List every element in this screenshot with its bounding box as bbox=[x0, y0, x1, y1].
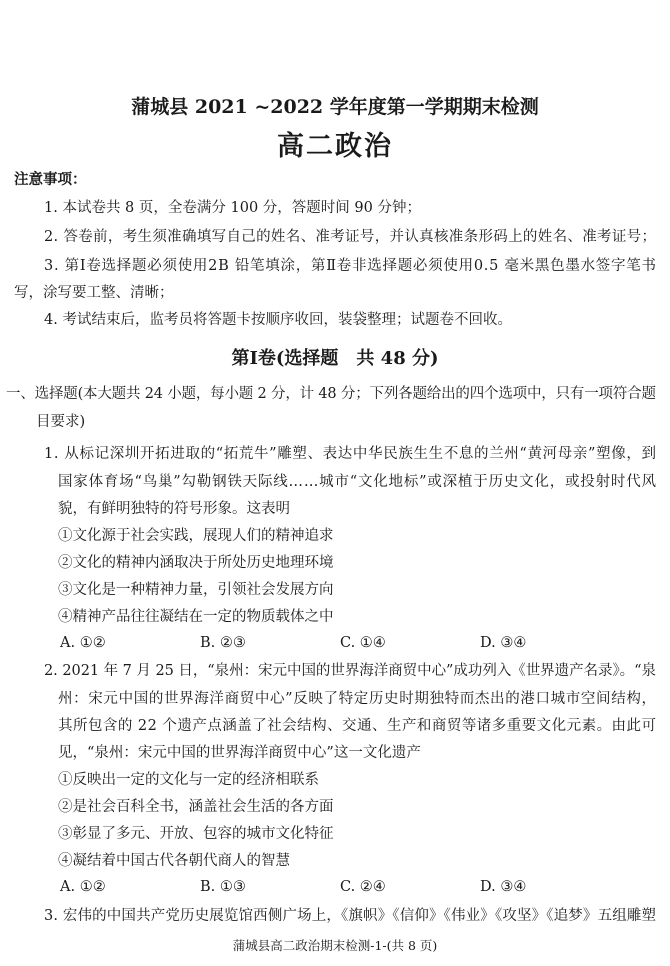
option-b[interactable]: B. ①③ bbox=[200, 879, 246, 895]
statement: ①反映出一定的文化与一定的经济相联系 bbox=[58, 772, 319, 788]
statement: ①文化源于社会实践，展现人们的精神追求 bbox=[58, 528, 334, 544]
notice-item: 4. 考试结束后，监考员将答题卡按顺序收回，装袋整理；试题卷不回收。 bbox=[44, 312, 512, 328]
question-3-stem: 3. 宏伟的中国共产党历史展览馆西侧广场上，《旗帜》《信仰》《伟业》《攻坚》《追梦》五组雕塑 bbox=[44, 908, 657, 924]
question-2-stem: 2. 2021 年 7 月 25 日，“泉州：宋元中国的世界海洋商贸中心”成功列入《世界遗产名录》。“泉 bbox=[44, 663, 656, 679]
part-intro: 一、选择题(本大题共 24 小题，每小题 2 分，计 48 分；下列各题给出的四个选项中，只有一项符合题 bbox=[6, 386, 656, 402]
option-c[interactable]: C. ②④ bbox=[340, 879, 386, 895]
part-intro: 目要求) bbox=[36, 414, 86, 430]
notice-item: 2. 答卷前，考生须准确填写自己的姓名、准考证号，并认真核准条形码上的姓名、准考证号； bbox=[44, 229, 657, 245]
option-d[interactable]: D. ③④ bbox=[480, 635, 527, 651]
subject-title: 高二政治 bbox=[277, 131, 393, 162]
option-d[interactable]: D. ③④ bbox=[480, 879, 527, 895]
notice-heading: 注意事项： bbox=[14, 171, 87, 188]
notice-item: 3. 第Ⅰ卷选择题必须使用2B 铅笔填涂，第Ⅱ卷非选择题必须使用0.5 毫米黑色墨水签字笔书 bbox=[44, 258, 657, 274]
option-b[interactable]: B. ②③ bbox=[200, 635, 246, 651]
notice-item: 1. 本试卷共 8 页，全卷满分 100 分，答题时间 90 分钟； bbox=[44, 200, 421, 216]
question-2-options bbox=[60, 879, 620, 895]
statement: ④精神产品往往凝结在一定的物质载体之中 bbox=[58, 609, 334, 625]
question-2-stem: 州：宋元中国的世界海洋商贸中心”反映了特定历史时期独特而杰出的港口城市空间结构， bbox=[58, 691, 657, 707]
statement: ②是社会百科全书，涵盖社会生活的各方面 bbox=[58, 799, 334, 815]
question-2-stem: 其所包含的 22 个遗产点涵盖了社会结构、交通、生产和商贸等诸多重要文化元素。由此可 bbox=[58, 718, 657, 734]
option-c[interactable]: C. ①④ bbox=[340, 635, 386, 651]
question-1-stem: 国家体育场“鸟巢”勾勒钢铁天际线……城市“文化地标”或深植于历史文化，或投射时代风 bbox=[58, 474, 657, 490]
option-a[interactable]: A. ①② bbox=[60, 879, 106, 895]
notice-item: 写，涂写要工整、清晰； bbox=[14, 285, 174, 301]
section-title: 第Ⅰ卷(选择题 共 48 分) bbox=[231, 348, 439, 369]
question-1-stem: 1. 从标记深圳开拓进取的“拓荒牛”雕塑、表达中华民族生生不息的兰州“黄河母亲”塑像，到 bbox=[44, 446, 657, 462]
page-footer: 蒲城县高二政治期末检测-1-(共 8 页) bbox=[232, 938, 438, 953]
statement: ②文化的精神内涵取决于所处历史地理环境 bbox=[58, 555, 334, 571]
question-1-stem: 貌，有鲜明独特的符号形象。这表明 bbox=[58, 501, 290, 517]
statement: ③文化是一种精神力量，引领社会发展方向 bbox=[58, 582, 334, 598]
option-a[interactable]: A. ①② bbox=[60, 635, 106, 651]
question-1-options bbox=[60, 635, 620, 651]
exam-title: 蒲城县 2021 ~2022 学年度第一学期期末检测 bbox=[131, 96, 539, 118]
question-2-stem: 见，“泉州：宋元中国的世界海洋商贸中心”这一文化遗产 bbox=[58, 745, 421, 761]
statement: ④凝结着中国古代各朝代商人的智慧 bbox=[58, 853, 290, 869]
statement: ③彰显了多元、开放、包容的城市文化特征 bbox=[58, 826, 334, 842]
